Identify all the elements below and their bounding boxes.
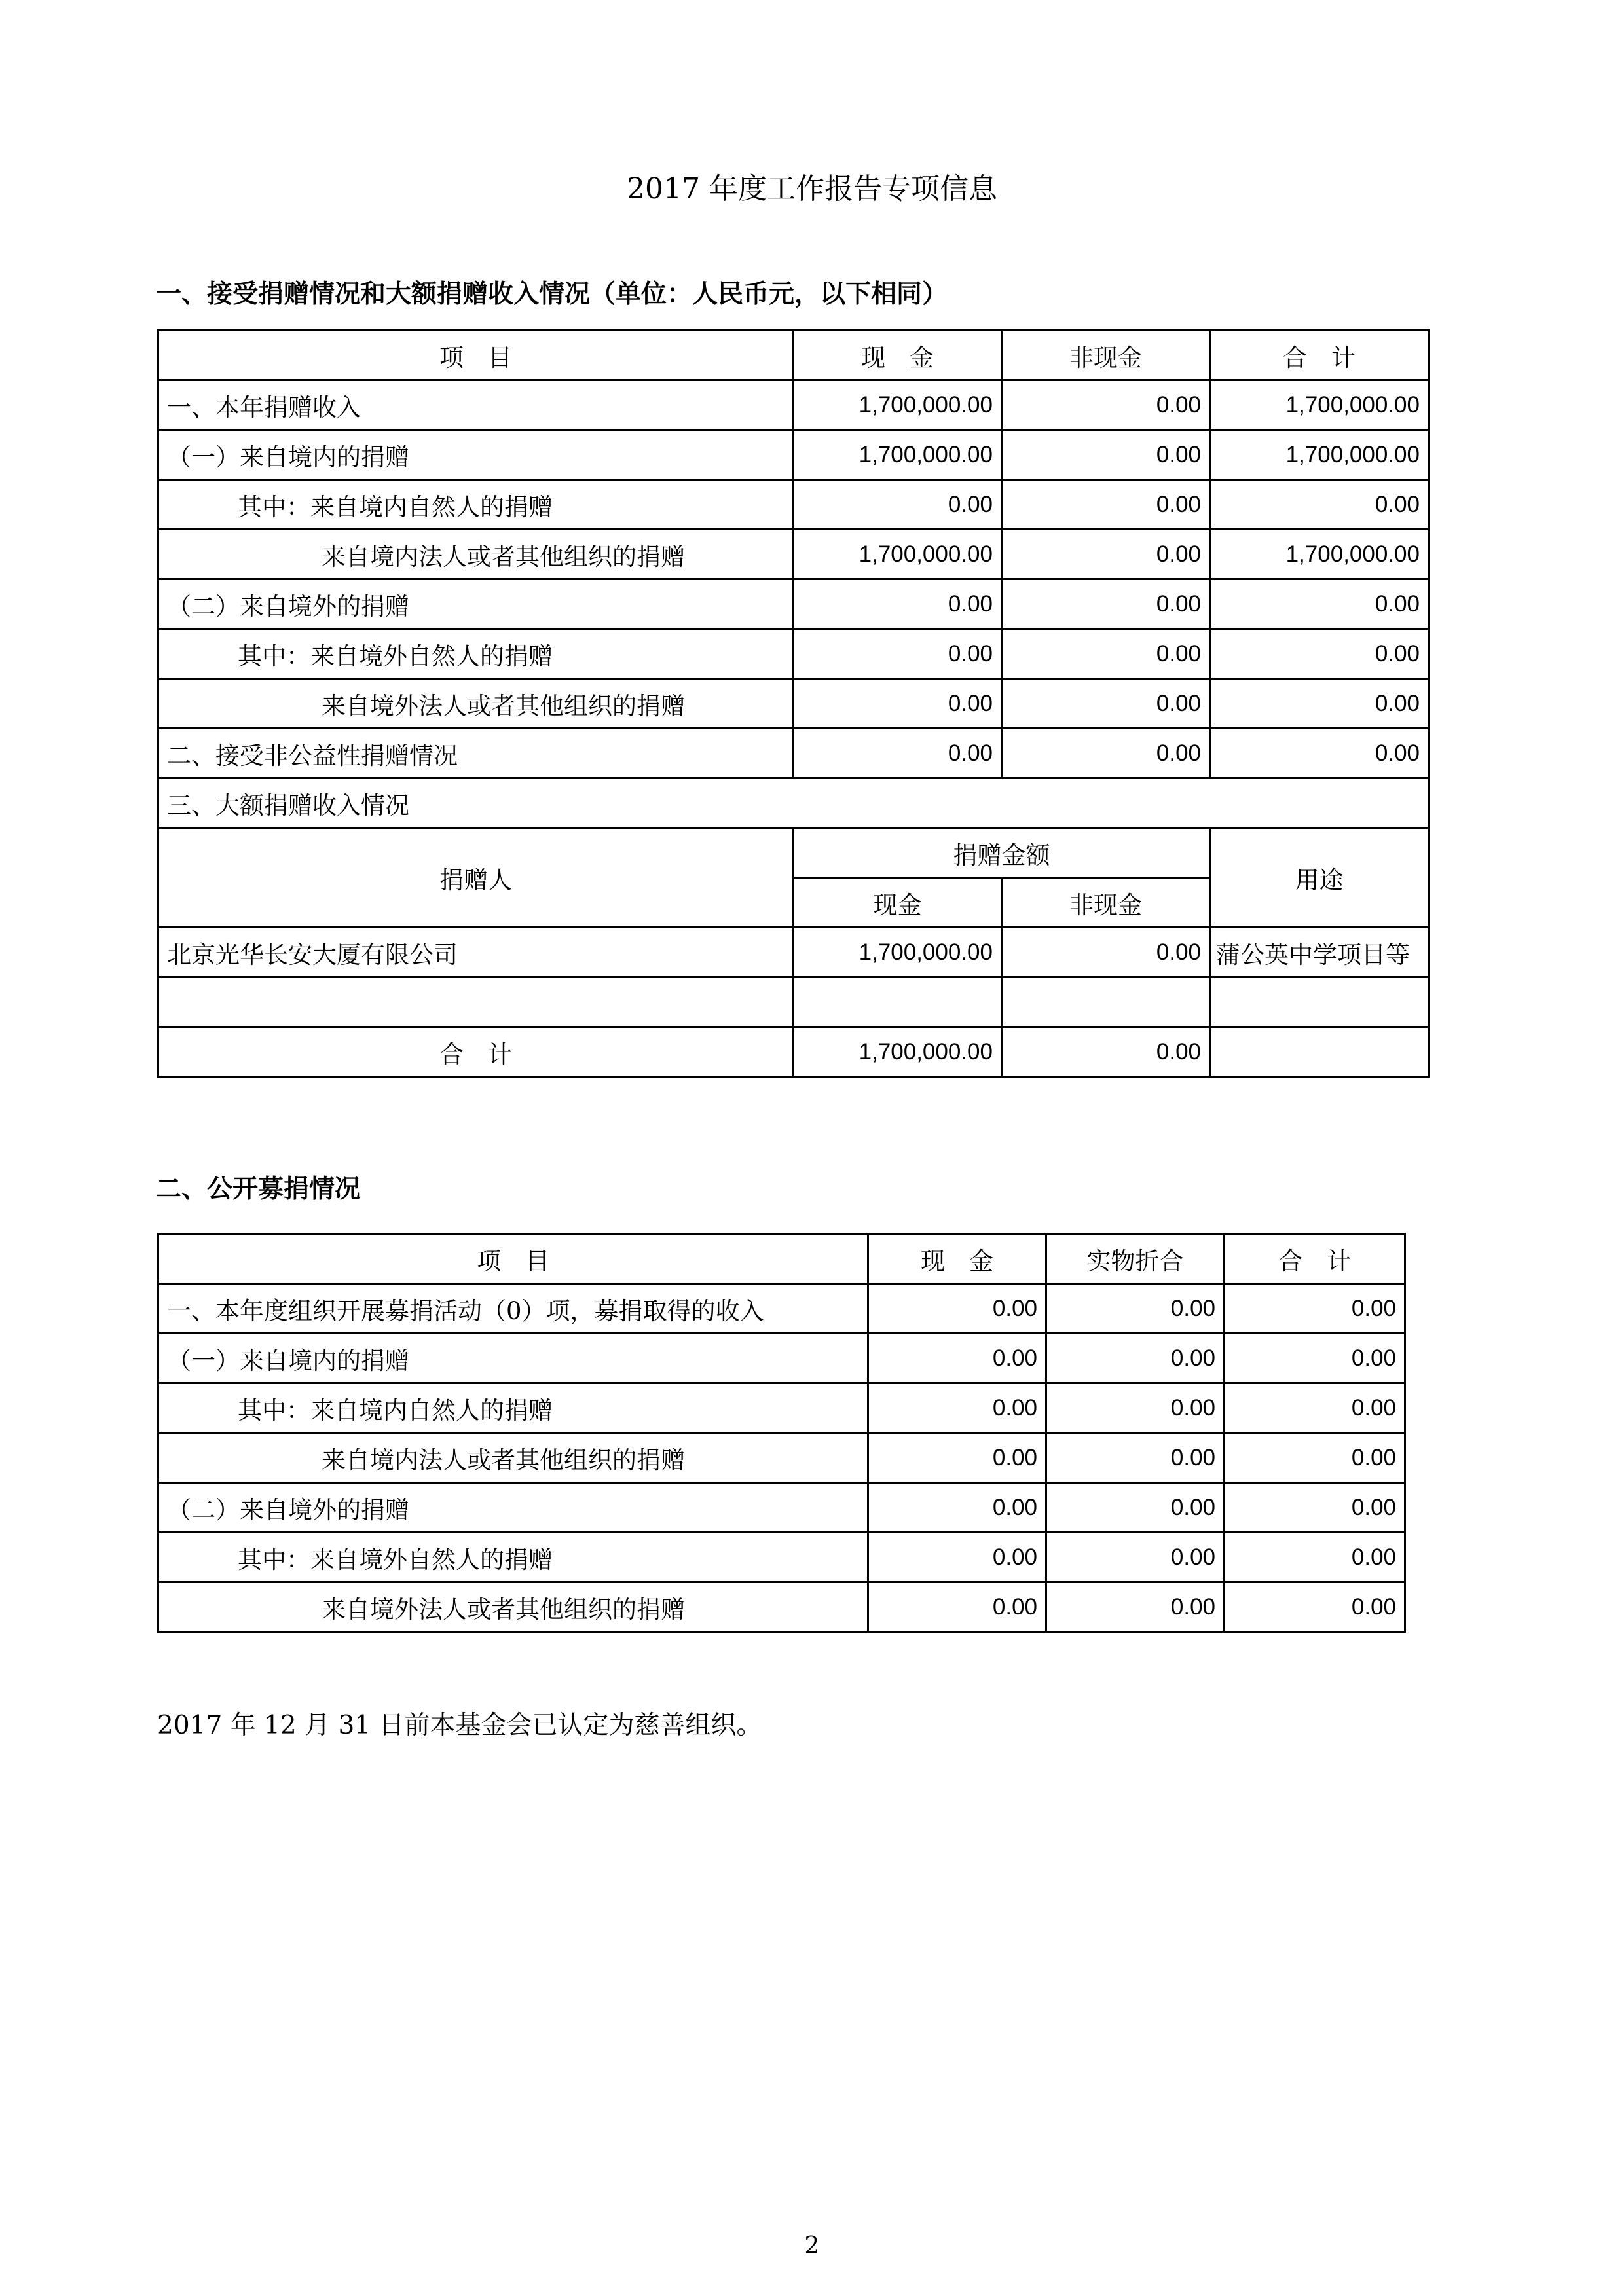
- header-inkind: 实物折合: [1046, 1234, 1225, 1284]
- row-noncash: 0.00: [1002, 579, 1210, 629]
- table-row: [158, 1284, 1405, 1334]
- row-noncash: 0.00: [1002, 679, 1210, 729]
- row-total: 0.00: [1210, 629, 1429, 679]
- row-label: 其中：来自境外自然人的捐赠: [158, 629, 794, 679]
- row-cash: 0.00: [868, 1284, 1046, 1334]
- row-label: （二）来自境外的捐赠: [158, 1483, 868, 1533]
- header-cash: 现 金: [794, 331, 1002, 380]
- donation-cash-header: 现金: [794, 878, 1002, 928]
- row-label: 一、本年度组织开展募捐活动（0）项，募捐取得的收入: [158, 1284, 868, 1334]
- row-total: 0.00: [1225, 1284, 1405, 1334]
- row-noncash: 0.00: [1002, 729, 1210, 778]
- table-row: [158, 480, 1429, 530]
- table-row: [158, 928, 1429, 977]
- table-row: [158, 729, 1429, 778]
- donation-purpose: 蒲公英中学项目等: [1210, 928, 1429, 977]
- table-row: [158, 1334, 1405, 1383]
- large-donation-heading-row: [158, 778, 1429, 828]
- row-total: 0.00: [1210, 729, 1429, 778]
- section1-heading: 一、接受捐赠情况和大额捐赠收入情况（单位：人民币元，以下相同）: [156, 280, 948, 309]
- row-cash: 0.00: [794, 579, 1002, 629]
- row-inkind: 0.00: [1046, 1433, 1225, 1483]
- row-cash: 0.00: [794, 729, 1002, 778]
- row-cash: 1,700,000.00: [794, 530, 1002, 579]
- row-label: （一）来自境内的捐赠: [158, 430, 794, 480]
- header-total: 合 计: [1225, 1234, 1405, 1284]
- table-row: [158, 1383, 1405, 1433]
- table-row: [158, 380, 1429, 430]
- header-noncash: 非现金: [1002, 331, 1210, 380]
- row-inkind: 0.00: [1046, 1533, 1225, 1582]
- large-donation-header-row: [158, 828, 1429, 878]
- total-noncash: 0.00: [1002, 1027, 1210, 1077]
- total-cash: 1,700,000.00: [794, 1027, 1002, 1077]
- row-noncash: 0.00: [1002, 629, 1210, 679]
- row-label: 来自境内法人或者其他组织的捐赠: [158, 1433, 868, 1483]
- donation-cash: [794, 977, 1002, 1027]
- row-total: 0.00: [1210, 480, 1429, 530]
- donation-income-table: [157, 329, 1430, 1078]
- page-title: 2017 年度工作报告专项信息: [627, 172, 997, 206]
- table-row: [158, 1582, 1405, 1632]
- row-label: 一、本年捐赠收入: [158, 380, 794, 430]
- table-row: [158, 1483, 1405, 1533]
- page-number: 2: [804, 2232, 820, 2259]
- row-cash: 0.00: [868, 1533, 1046, 1582]
- donation-noncash-header: 非现金: [1002, 878, 1210, 928]
- row-label: 二、接受非公益性捐赠情况: [158, 729, 794, 778]
- table-row: [158, 430, 1429, 480]
- row-noncash: 0.00: [1002, 430, 1210, 480]
- amount-header: 捐赠金额: [794, 828, 1210, 878]
- row-label: 来自境内法人或者其他组织的捐赠: [158, 530, 794, 579]
- table-header-row: [158, 1234, 1405, 1284]
- large-donation-total-row: [158, 1027, 1429, 1077]
- row-inkind: 0.00: [1046, 1334, 1225, 1383]
- table-row: [158, 530, 1429, 579]
- row-cash: 0.00: [868, 1483, 1046, 1533]
- row-label: 其中：来自境内自然人的捐赠: [158, 1383, 868, 1433]
- row-inkind: 0.00: [1046, 1383, 1225, 1433]
- row-cash: 0.00: [868, 1334, 1046, 1383]
- row-cash: 0.00: [868, 1383, 1046, 1433]
- table-row: [158, 629, 1429, 679]
- table-row: [158, 579, 1429, 629]
- row-total: 0.00: [1225, 1433, 1405, 1483]
- row-label: 来自境外法人或者其他组织的捐赠: [158, 1582, 868, 1632]
- row-total: 0.00: [1225, 1383, 1405, 1433]
- row-total: 0.00: [1225, 1533, 1405, 1582]
- row-total: 1,700,000.00: [1210, 380, 1429, 430]
- row-cash: 1,700,000.00: [794, 380, 1002, 430]
- row-total: 0.00: [1210, 579, 1429, 629]
- donation-cash: 1,700,000.00: [794, 928, 1002, 977]
- table-header-row: [158, 331, 1429, 380]
- table-row: [158, 1433, 1405, 1483]
- row-cash: 0.00: [868, 1433, 1046, 1483]
- row-total: 0.00: [1225, 1582, 1405, 1632]
- row-inkind: 0.00: [1046, 1284, 1225, 1334]
- donation-noncash: 0.00: [1002, 928, 1210, 977]
- header-cash: 现 金: [868, 1234, 1046, 1284]
- donor-name: [158, 977, 794, 1027]
- table-row: [158, 679, 1429, 729]
- row-total: 0.00: [1225, 1483, 1405, 1533]
- total-label: 合 计: [158, 1027, 794, 1077]
- row-total: 1,700,000.00: [1210, 430, 1429, 480]
- donor-name: 北京光华长安大厦有限公司: [158, 928, 794, 977]
- donation-purpose: [1210, 977, 1429, 1027]
- donor-header: 捐赠人: [158, 828, 794, 928]
- row-label: 其中：来自境外自然人的捐赠: [158, 1533, 868, 1582]
- section2-heading: 二、公开募捐情况: [156, 1175, 361, 1204]
- table-row: [158, 1533, 1405, 1582]
- header-item: 项 目: [158, 331, 794, 380]
- row-cash: 0.00: [794, 679, 1002, 729]
- row-label: （一）来自境内的捐赠: [158, 1334, 868, 1383]
- large-donation-heading: 三、大额捐赠收入情况: [158, 778, 1429, 828]
- row-label: （二）来自境外的捐赠: [158, 579, 794, 629]
- total-purpose: [1210, 1027, 1429, 1077]
- row-cash: 0.00: [868, 1582, 1046, 1632]
- row-cash: 1,700,000.00: [794, 430, 1002, 480]
- header-total: 合 计: [1210, 331, 1429, 380]
- public-fundraising-table: [157, 1233, 1406, 1633]
- row-label: 来自境外法人或者其他组织的捐赠: [158, 679, 794, 729]
- row-noncash: 0.00: [1002, 380, 1210, 430]
- charity-status-note: 2017 年 12 月 31 日前本基金会已认定为慈善组织。: [157, 1711, 762, 1740]
- row-total: 0.00: [1210, 679, 1429, 729]
- row-cash: 0.00: [794, 480, 1002, 530]
- row-noncash: 0.00: [1002, 480, 1210, 530]
- row-label: 其中：来自境内自然人的捐赠: [158, 480, 794, 530]
- donation-noncash: [1002, 977, 1210, 1027]
- row-cash: 0.00: [794, 629, 1002, 679]
- row-total: 1,700,000.00: [1210, 530, 1429, 579]
- header-item: 项 目: [158, 1234, 868, 1284]
- row-inkind: 0.00: [1046, 1582, 1225, 1632]
- purpose-header: 用途: [1210, 828, 1429, 928]
- table-row: [158, 977, 1429, 1027]
- row-total: 0.00: [1225, 1334, 1405, 1383]
- row-noncash: 0.00: [1002, 530, 1210, 579]
- row-inkind: 0.00: [1046, 1483, 1225, 1533]
